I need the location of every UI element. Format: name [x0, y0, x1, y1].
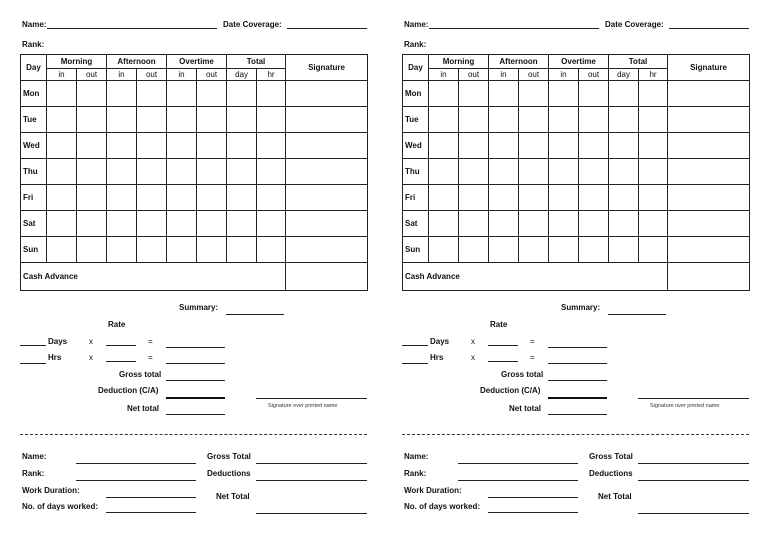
slip-name-label: Name: [22, 452, 47, 461]
day-label: Mon [403, 81, 429, 107]
equals-sign: = [530, 337, 535, 346]
day-label: Sat [403, 211, 429, 237]
timesheet-1 [20, 0, 368, 543]
days-count-field[interactable] [402, 345, 428, 346]
deduction-label: Deduction (C/A) [480, 386, 541, 395]
time-cell[interactable] [257, 133, 286, 159]
time-cell[interactable] [197, 81, 227, 107]
time-cell[interactable] [549, 107, 579, 133]
day-label: Sun [21, 237, 47, 263]
time-cell[interactable] [639, 81, 668, 107]
sub-header-in: in [47, 69, 77, 81]
time-cell[interactable] [549, 159, 579, 185]
deduction-label: Deduction (C/A) [98, 386, 159, 395]
slip-net-total-field[interactable] [638, 513, 749, 514]
day-label: Fri [21, 185, 47, 211]
slip-gross-total-field[interactable] [638, 463, 749, 464]
time-cell[interactable] [107, 185, 137, 211]
time-cell[interactable] [579, 185, 609, 211]
time-cell[interactable] [107, 107, 137, 133]
sub-header-in: in [549, 69, 579, 81]
table-row [21, 107, 368, 133]
sub-header-out: out [459, 69, 489, 81]
day-header: Day [403, 55, 429, 81]
slip-days-worked-field[interactable] [106, 512, 196, 513]
time-cell[interactable] [227, 159, 257, 185]
signature-note: Signature over printed name [650, 403, 720, 409]
signature-line[interactable] [638, 398, 749, 399]
days-rate-field[interactable] [106, 345, 136, 346]
slip-work-duration-label: Work Duration: [22, 486, 80, 495]
time-cell[interactable] [47, 107, 77, 133]
time-cell[interactable] [47, 81, 77, 107]
time-cell[interactable] [609, 237, 639, 263]
signature-cell[interactable] [668, 185, 750, 211]
time-cell[interactable] [137, 185, 167, 211]
time-cell[interactable] [489, 237, 519, 263]
time-cell[interactable] [257, 81, 286, 107]
group-header-afternoon: Afternoon [107, 55, 167, 69]
days-label: Days [430, 337, 450, 346]
time-cell[interactable] [549, 133, 579, 159]
time-cell[interactable] [639, 159, 668, 185]
rank-label: Rank: [404, 40, 427, 49]
date-coverage-field[interactable] [669, 28, 749, 29]
sub-header-day: day [609, 69, 639, 81]
time-cell[interactable] [227, 185, 257, 211]
time-cell[interactable] [257, 185, 286, 211]
sub-header-in: in [167, 69, 197, 81]
time-cell[interactable] [609, 211, 639, 237]
time-cell[interactable] [107, 211, 137, 237]
time-cell[interactable] [519, 237, 549, 263]
date-coverage-label: Date Coverage: [223, 20, 282, 29]
time-cell[interactable] [639, 107, 668, 133]
time-cell[interactable] [609, 133, 639, 159]
sub-header-hr: hr [639, 69, 668, 81]
slip-work-duration-field[interactable] [488, 497, 578, 498]
signature-line[interactable] [256, 398, 367, 399]
table-row [21, 185, 368, 211]
name-label: Name: [404, 20, 429, 29]
signature-cell[interactable] [668, 237, 750, 263]
slip-work-duration-field[interactable] [106, 497, 196, 498]
table-row [403, 211, 750, 237]
time-cell[interactable] [579, 211, 609, 237]
slip-name-field[interactable] [458, 463, 578, 464]
cut-line [402, 434, 749, 435]
slip-rank-field[interactable] [458, 480, 578, 481]
cash-advance-cell[interactable] [286, 263, 368, 291]
time-cell[interactable] [489, 211, 519, 237]
time-cell[interactable] [77, 81, 107, 107]
time-cell[interactable] [579, 237, 609, 263]
days-amount-field[interactable] [166, 347, 225, 348]
time-cell[interactable] [429, 159, 459, 185]
days-count-field[interactable] [20, 345, 46, 346]
slip-deductions-field[interactable] [638, 480, 749, 481]
time-cell[interactable] [519, 81, 549, 107]
net-total-label: Net total [509, 404, 541, 413]
days-amount-field[interactable] [548, 347, 607, 348]
hrs-label: Hrs [430, 353, 444, 362]
time-cell[interactable] [107, 133, 137, 159]
sub-header-out: out [137, 69, 167, 81]
group-header-overtime: Overtime [549, 55, 609, 69]
summary-label: Summary: [179, 303, 219, 312]
time-cell[interactable] [167, 159, 197, 185]
day-label: Mon [21, 81, 47, 107]
signature-header: Signature [668, 55, 750, 81]
time-cell[interactable] [639, 133, 668, 159]
time-cell[interactable] [137, 159, 167, 185]
signature-cell[interactable] [668, 133, 750, 159]
days-label: Days [48, 337, 68, 346]
cash-advance-row [21, 263, 368, 291]
time-cell[interactable] [227, 211, 257, 237]
time-cell[interactable] [459, 237, 489, 263]
signature-cell[interactable] [668, 159, 750, 185]
table-row [21, 81, 368, 107]
time-record-table [20, 54, 368, 291]
day-label: Wed [403, 133, 429, 159]
hrs-amount-field[interactable] [166, 363, 225, 364]
summary-field[interactable] [226, 314, 284, 315]
group-header-afternoon: Afternoon [489, 55, 549, 69]
signature-cell[interactable] [668, 211, 750, 237]
time-cell[interactable] [429, 133, 459, 159]
hrs-count-field[interactable] [20, 363, 46, 364]
time-cell[interactable] [137, 237, 167, 263]
slip-days-worked-field[interactable] [488, 512, 578, 513]
table-row [403, 237, 750, 263]
table-row [21, 211, 368, 237]
slip-deductions-label: Deductions [589, 469, 633, 478]
signature-cell[interactable] [286, 211, 368, 237]
gross-total-label: Gross total [119, 370, 162, 379]
time-cell[interactable] [47, 237, 77, 263]
sub-header-in: in [429, 69, 459, 81]
time-cell[interactable] [489, 133, 519, 159]
net-total-field[interactable] [166, 414, 225, 415]
time-cell[interactable] [167, 237, 197, 263]
slip-gross-total-label: Gross Total [589, 452, 633, 461]
day-label: Sat [21, 211, 47, 237]
table-row [403, 185, 750, 211]
time-cell[interactable] [137, 133, 167, 159]
slip-days-worked-label: No. of days worked: [404, 502, 481, 511]
time-cell[interactable] [549, 211, 579, 237]
time-cell[interactable] [257, 211, 286, 237]
time-cell[interactable] [579, 159, 609, 185]
times-sign: x [89, 353, 93, 362]
day-label: Thu [403, 159, 429, 185]
time-cell[interactable] [549, 237, 579, 263]
sub-header-out: out [579, 69, 609, 81]
time-cell[interactable] [107, 237, 137, 263]
time-cell[interactable] [459, 211, 489, 237]
time-cell[interactable] [459, 81, 489, 107]
sub-header-out: out [77, 69, 107, 81]
table-row [403, 81, 750, 107]
time-cell[interactable] [257, 107, 286, 133]
time-cell[interactable] [519, 185, 549, 211]
time-cell[interactable] [167, 107, 197, 133]
signature-cell[interactable] [286, 159, 368, 185]
time-cell[interactable] [609, 185, 639, 211]
time-cell[interactable] [47, 133, 77, 159]
table-row [403, 159, 750, 185]
name-field[interactable] [47, 28, 217, 29]
net-total-label: Net total [127, 404, 159, 413]
day-label: Sun [403, 237, 429, 263]
gross-total-field[interactable] [166, 380, 225, 381]
time-cell[interactable] [579, 107, 609, 133]
cash-advance-label: Cash Advance [21, 263, 286, 291]
slip-days-worked-label: No. of days worked: [22, 502, 99, 511]
time-cell[interactable] [77, 185, 107, 211]
slip-name-field[interactable] [76, 463, 196, 464]
time-cell[interactable] [429, 211, 459, 237]
table-row [403, 107, 750, 133]
cut-line [20, 434, 367, 435]
deduction-field[interactable] [548, 397, 607, 399]
time-cell[interactable] [519, 133, 549, 159]
cash-advance-label: Cash Advance [403, 263, 668, 291]
rank-label: Rank: [22, 40, 45, 49]
time-cell[interactable] [459, 107, 489, 133]
slip-net-total-label: Net Total [598, 492, 632, 501]
timesheet-2 [402, 0, 750, 543]
time-cell[interactable] [257, 237, 286, 263]
slip-deductions-field[interactable] [256, 480, 367, 481]
rate-label: Rate [490, 320, 508, 329]
time-cell[interactable] [77, 159, 107, 185]
gross-total-field[interactable] [548, 380, 607, 381]
time-cell[interactable] [227, 81, 257, 107]
slip-rank-field[interactable] [76, 480, 196, 481]
time-cell[interactable] [489, 185, 519, 211]
time-cell[interactable] [459, 185, 489, 211]
time-cell[interactable] [609, 159, 639, 185]
sub-header-out: out [519, 69, 549, 81]
equals-sign: = [148, 337, 153, 346]
group-header-morning: Morning [47, 55, 107, 69]
gross-total-label: Gross total [501, 370, 544, 379]
summary-field[interactable] [608, 314, 666, 315]
time-cell[interactable] [579, 81, 609, 107]
table-row [21, 159, 368, 185]
time-cell[interactable] [639, 185, 668, 211]
time-cell[interactable] [489, 107, 519, 133]
date-coverage-field[interactable] [287, 28, 367, 29]
sub-header-in: in [489, 69, 519, 81]
day-header: Day [21, 55, 47, 81]
cash-advance-cell[interactable] [668, 263, 750, 291]
time-cell[interactable] [227, 237, 257, 263]
cash-advance-row [403, 263, 750, 291]
signature-cell[interactable] [668, 81, 750, 107]
signature-header: Signature [286, 55, 368, 81]
time-cell[interactable] [579, 133, 609, 159]
net-total-field[interactable] [548, 414, 607, 415]
equals-sign: = [148, 353, 153, 362]
day-label: Tue [21, 107, 47, 133]
time-cell[interactable] [489, 81, 519, 107]
signature-note: Signature over printed name [268, 403, 338, 409]
time-cell[interactable] [167, 211, 197, 237]
slip-name-label: Name: [404, 452, 429, 461]
table-row [21, 237, 368, 263]
time-cell[interactable] [47, 159, 77, 185]
time-cell[interactable] [257, 159, 286, 185]
time-cell[interactable] [47, 185, 77, 211]
time-cell[interactable] [197, 237, 227, 263]
name-field[interactable] [429, 28, 599, 29]
time-cell[interactable] [47, 211, 77, 237]
time-cell[interactable] [137, 211, 167, 237]
sub-header-out: out [197, 69, 227, 81]
group-header-total: Total [227, 55, 286, 69]
time-cell[interactable] [459, 133, 489, 159]
time-cell[interactable] [77, 237, 107, 263]
slip-rank-label: Rank: [22, 469, 45, 478]
hrs-count-field[interactable] [402, 363, 428, 364]
time-record-table [402, 54, 750, 291]
time-cell[interactable] [519, 107, 549, 133]
time-cell[interactable] [609, 81, 639, 107]
equals-sign: = [530, 353, 535, 362]
time-cell[interactable] [167, 185, 197, 211]
times-sign: x [471, 353, 475, 362]
time-cell[interactable] [459, 159, 489, 185]
time-cell[interactable] [197, 185, 227, 211]
time-cell[interactable] [197, 211, 227, 237]
time-cell[interactable] [429, 237, 459, 263]
times-sign: x [471, 337, 475, 346]
slip-gross-total-field[interactable] [256, 463, 367, 464]
time-cell[interactable] [639, 237, 668, 263]
time-cell[interactable] [107, 159, 137, 185]
time-cell[interactable] [519, 211, 549, 237]
day-label: Thu [21, 159, 47, 185]
hrs-rate-field[interactable] [106, 361, 136, 362]
time-cell[interactable] [429, 185, 459, 211]
hrs-label: Hrs [48, 353, 62, 362]
date-coverage-label: Date Coverage: [605, 20, 664, 29]
group-header-overtime: Overtime [167, 55, 227, 69]
hrs-rate-field[interactable] [488, 361, 518, 362]
time-cell[interactable] [429, 81, 459, 107]
slip-deductions-label: Deductions [207, 469, 251, 478]
time-cell[interactable] [609, 107, 639, 133]
times-sign: x [89, 337, 93, 346]
time-cell[interactable] [197, 159, 227, 185]
group-header-morning: Morning [429, 55, 489, 69]
time-cell[interactable] [489, 159, 519, 185]
time-cell[interactable] [137, 81, 167, 107]
table-row [403, 133, 750, 159]
slip-net-total-label: Net Total [216, 492, 250, 501]
days-rate-field[interactable] [488, 345, 518, 346]
time-cell[interactable] [549, 81, 579, 107]
time-cell[interactable] [519, 159, 549, 185]
slip-work-duration-label: Work Duration: [404, 486, 462, 495]
signature-cell[interactable] [668, 107, 750, 133]
name-label: Name: [22, 20, 47, 29]
sub-header-in: in [107, 69, 137, 81]
time-cell[interactable] [639, 211, 668, 237]
slip-rank-label: Rank: [404, 469, 427, 478]
time-cell[interactable] [107, 81, 137, 107]
time-cell[interactable] [227, 133, 257, 159]
slip-net-total-field[interactable] [256, 513, 367, 514]
table-row [21, 133, 368, 159]
day-label: Tue [403, 107, 429, 133]
sub-header-day: day [227, 69, 257, 81]
time-cell[interactable] [197, 107, 227, 133]
rate-label: Rate [108, 320, 126, 329]
deduction-field[interactable] [166, 397, 225, 399]
time-cell[interactable] [77, 133, 107, 159]
time-cell[interactable] [77, 211, 107, 237]
time-cell[interactable] [167, 133, 197, 159]
group-header-total: Total [609, 55, 668, 69]
signature-cell[interactable] [286, 81, 368, 107]
time-cell[interactable] [197, 133, 227, 159]
hrs-amount-field[interactable] [548, 363, 607, 364]
signature-cell[interactable] [286, 133, 368, 159]
signature-cell[interactable] [286, 107, 368, 133]
slip-gross-total-label: Gross Total [207, 452, 251, 461]
time-cell[interactable] [227, 107, 257, 133]
time-cell[interactable] [549, 185, 579, 211]
signature-cell[interactable] [286, 237, 368, 263]
time-cell[interactable] [77, 107, 107, 133]
day-label: Fri [403, 185, 429, 211]
sub-header-hr: hr [257, 69, 286, 81]
time-cell[interactable] [429, 107, 459, 133]
time-cell[interactable] [167, 81, 197, 107]
summary-label: Summary: [561, 303, 601, 312]
signature-cell[interactable] [286, 185, 368, 211]
day-label: Wed [21, 133, 47, 159]
time-cell[interactable] [137, 107, 167, 133]
